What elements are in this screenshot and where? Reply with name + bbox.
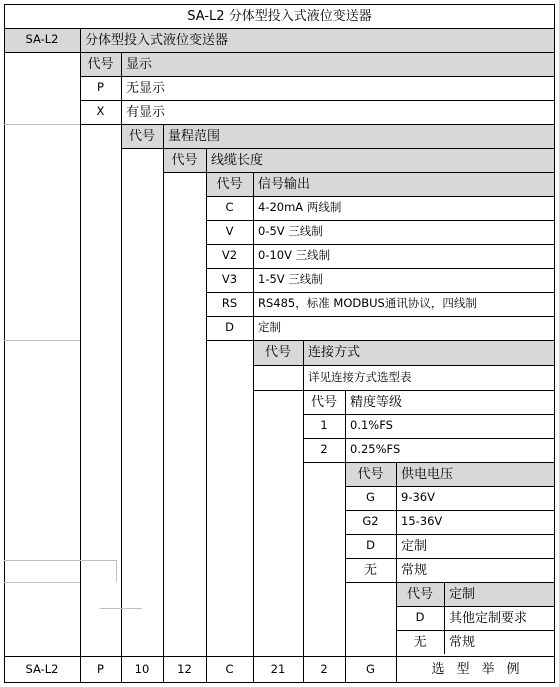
example-value: G: [366, 661, 375, 676]
guide-line: [4, 582, 80, 583]
grid-line: [253, 390, 555, 391]
grid-line: [303, 414, 555, 415]
accuracy-header: 精度等级: [350, 394, 403, 410]
grid-line: [253, 365, 555, 366]
grid-line: [206, 316, 555, 317]
signal-option-desc: 0-10V 三线制: [258, 248, 331, 263]
grid-line: [80, 28, 81, 683]
grid-line: [345, 582, 555, 583]
power-option-code: G: [366, 490, 375, 505]
custom-header: 定制: [444, 582, 555, 606]
custom-option-code: D: [415, 610, 425, 625]
example-value: 2: [320, 661, 328, 676]
display-option-desc: 有显示: [126, 104, 166, 120]
signal-option-code: RS: [221, 296, 238, 311]
accuracy-code-header: 代号: [310, 394, 337, 410]
guide-line: [100, 608, 142, 609]
display-option-code: X: [96, 104, 105, 119]
signal-option-code: D: [225, 320, 234, 335]
grid-line: [345, 558, 555, 559]
power-option-code: 无: [363, 562, 377, 578]
example-value: C: [225, 661, 234, 676]
guide-line: [4, 560, 116, 561]
custom-option-desc: 其他定制要求: [449, 610, 528, 626]
custom-option-desc: 常规: [449, 634, 476, 650]
model-code: SA-L2: [4, 28, 80, 52]
grid-line: [303, 438, 555, 439]
accuracy-option-desc: 0.1%FS: [350, 418, 393, 433]
display-code-header: 代号: [80, 52, 121, 76]
grid-line: [345, 534, 555, 535]
grid-line: [303, 462, 555, 463]
grid-line: [80, 100, 555, 101]
power-option-code: D: [366, 538, 375, 553]
guide-line: [4, 340, 80, 341]
grid-line: [121, 148, 555, 149]
example-value: 10: [134, 661, 150, 676]
power-option-desc: 定制: [401, 538, 428, 554]
grid-line: [80, 124, 555, 125]
connection-note: 详见连接方式选型表: [308, 369, 412, 384]
display-header: 显示: [121, 52, 555, 76]
model-name: 分体型投入式液位变送器: [80, 28, 555, 52]
signal-code-header: 代号: [206, 172, 253, 196]
grid-line: [345, 510, 555, 511]
grid-line: [4, 656, 555, 657]
cable-header: 线缆长度: [206, 148, 555, 172]
range-header: 量程范围: [163, 124, 555, 148]
grid-line: [4, 28, 555, 29]
custom-code-header: 代号: [396, 582, 444, 606]
grid-line: [345, 486, 555, 487]
grid-line: [396, 462, 397, 683]
grid-line: [163, 124, 164, 683]
grid-line: [206, 220, 555, 221]
signal-option-desc: RS485，标准 MODBUS通讯协议，四线制: [258, 296, 477, 311]
connection-header: 连接方式: [303, 340, 555, 365]
signal-option-code: V: [225, 224, 234, 239]
grid-line: [253, 172, 254, 683]
cable-code-header: 代号: [163, 148, 206, 172]
power-option-desc: 9-36V: [401, 490, 435, 505]
display-option-desc: 无显示: [126, 80, 166, 96]
accuracy-option-code: 1: [320, 418, 328, 433]
example-value: 21: [270, 661, 286, 676]
grid-line: [396, 606, 555, 607]
custom-option-code: 无: [413, 634, 427, 650]
grid-line: [121, 124, 122, 683]
power-code-header: 代号: [345, 462, 396, 486]
grid-line: [206, 292, 555, 293]
accuracy-option-code: 2: [320, 442, 328, 457]
grid-line: [163, 172, 555, 173]
signal-option-code: V3: [221, 272, 238, 287]
signal-option-desc: 4-20mA 两线制: [258, 200, 342, 215]
example-value: P: [97, 661, 104, 676]
example-value: SA-L2: [25, 661, 59, 676]
guide-line: [116, 560, 117, 582]
power-option-desc: 15-36V: [401, 514, 443, 529]
connection-code-header: 代号: [253, 340, 303, 365]
grid-line: [206, 244, 555, 245]
grid-line: [121, 52, 122, 124]
display-option-code: P: [97, 80, 104, 95]
grid-line: [80, 76, 555, 77]
table-border: [4, 4, 555, 5]
grid-line: [444, 582, 445, 654]
grid-line: [345, 390, 346, 683]
grid-line: [396, 630, 555, 631]
grid-line: [303, 340, 304, 683]
grid-line: [206, 148, 207, 683]
example-value: 12: [177, 661, 192, 676]
signal-option-desc: 1-5V 三线制: [258, 272, 323, 287]
grid-line: [206, 268, 555, 269]
signal-option-code: C: [225, 200, 234, 215]
table-border: [4, 682, 555, 683]
table-title: SA-L2 分体型投入式液位变送器: [187, 8, 372, 24]
signal-option-code: V2: [221, 248, 238, 263]
guide-line: [4, 124, 80, 125]
example-label: 选型举例: [431, 662, 532, 677]
signal-option-desc: 0-5V 三线制: [258, 224, 323, 239]
power-option-code: G2: [362, 514, 379, 529]
power-header: 供电电压: [396, 462, 555, 486]
grid-line: [4, 52, 555, 53]
grid-line: [206, 340, 555, 341]
range-code-header: 代号: [121, 124, 163, 148]
power-option-desc: 常规: [401, 562, 428, 578]
grid-line: [206, 196, 555, 197]
accuracy-option-desc: 0.25%FS: [350, 442, 401, 457]
signal-header: 信号输出: [253, 172, 555, 196]
signal-option-desc: 定制: [258, 320, 281, 335]
